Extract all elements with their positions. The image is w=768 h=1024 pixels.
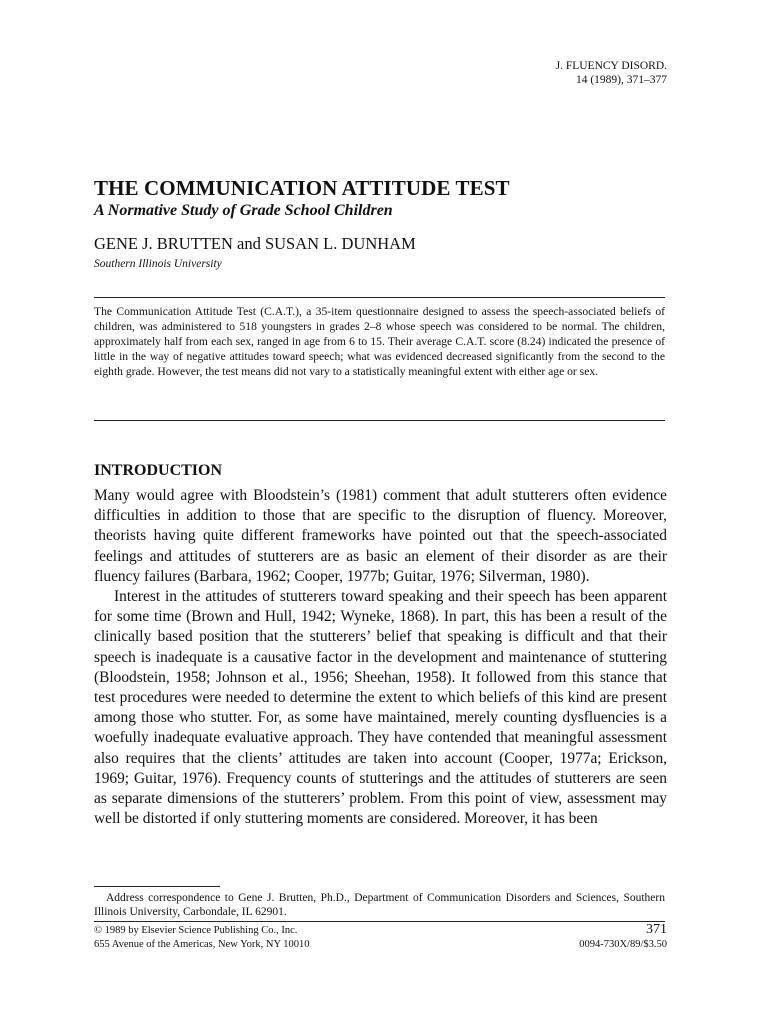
- page-info: [579, 922, 667, 952]
- publisher-info: [94, 924, 310, 952]
- journal-citation: [556, 59, 667, 87]
- abstract: The Communication Attitude Test (C.A.T.), a 35-item questionnaire designed to assess the speech-associated beliefs of children, was administered to 518 youngsters in grades 2–8 whose speech was considered to be normal. The children, approximately half from each sex, ranged in age from 6 to 15. Their average C.A.T. score (8.24) indicated the presence of little in the way of negative attitudes toward speech; what was evidenced decreased significantly from the second to the eighth grade. However, the test means did not vary to a statistically meaningful extent with either age or sex.: [94, 305, 665, 378]
- paragraph: Many would agree with Bloodstein’s (1981) comment that adult stutterers often evidence difficulties in addition to those that are specific to the disruption of fluency. Moreover, theorists having quite different frameworks have pointed out that the speech-associated feelings and attitudes of stutterers are as basic an element of their disorder as are their fluency failures (Barbara, 1962; Cooper, 1977b; Guitar, 1976; Silverman, 1980).: [94, 487, 667, 585]
- journal-name: J. FLUENCY DISORD.: [555, 60, 667, 72]
- copyright-line: © 1989 by Elsevier Science Publishing Co., Inc.: [94, 925, 298, 936]
- author-affiliation: Southern Illinois University: [94, 258, 222, 270]
- abstract-bottom-rule: [94, 420, 665, 421]
- page-number: 371: [646, 922, 667, 937]
- journal-volume-pages: 14 (1989), 371–377: [575, 74, 667, 86]
- article-code: 0094-730X/89/$3.50: [579, 939, 667, 950]
- article-authors: GENE J. BRUTTEN and SUSAN L. DUNHAM: [94, 234, 416, 253]
- footnote-rule: [94, 886, 220, 887]
- article-subtitle: A Normative Study of Grade School Children: [94, 202, 393, 219]
- article-title: THE COMMUNICATION ATTITUDE TEST: [94, 176, 510, 200]
- paragraph: Interest in the attitudes of stutterers toward speaking and their speech has been apparent for some time (Brown and Hull, 1942; Wyneke, 1868). In part, this has been a result of the clinically based position that the stutterers’ belief that speaking is difficult and that their speech is inadequate is a causative factor in the development and maintenance of stuttering (Bloodstein, 1958; Johnson et al., 1956; Sheehan, 1958). It followed from this stance that test procedures were needed to determine the extent to which beliefs of this kind are present among those who stutter. For, as some have maintained, merely counting dysfluencies is a woefully inadequate evaluative approach. They have contended that meaningful assessment also requires that the clients’ attitudes are taken into account (Cooper, 1977a; Erickson, 1969; Guitar, 1976). Frequency counts of stutterings and the attitudes of stutterers are seen as separate dimensions of the stutterers’ problem. From this point of view, assessment may well be distorted if only stuttering moments are considered. Moreover, it has been: [94, 588, 667, 828]
- abstract-top-rule: [94, 297, 665, 298]
- publisher-address: 655 Avenue of the Americas, New York, NY 10010: [94, 939, 310, 950]
- correspondence-footnote: Address correspondence to Gene J. Brutten, Ph.D., Department of Communication Disorders and Sciences, Southern Illinois University, Carbondale, IL 62901.: [94, 892, 665, 918]
- introduction-body: [94, 486, 667, 829]
- section-heading-introduction: INTRODUCTION: [94, 462, 223, 479]
